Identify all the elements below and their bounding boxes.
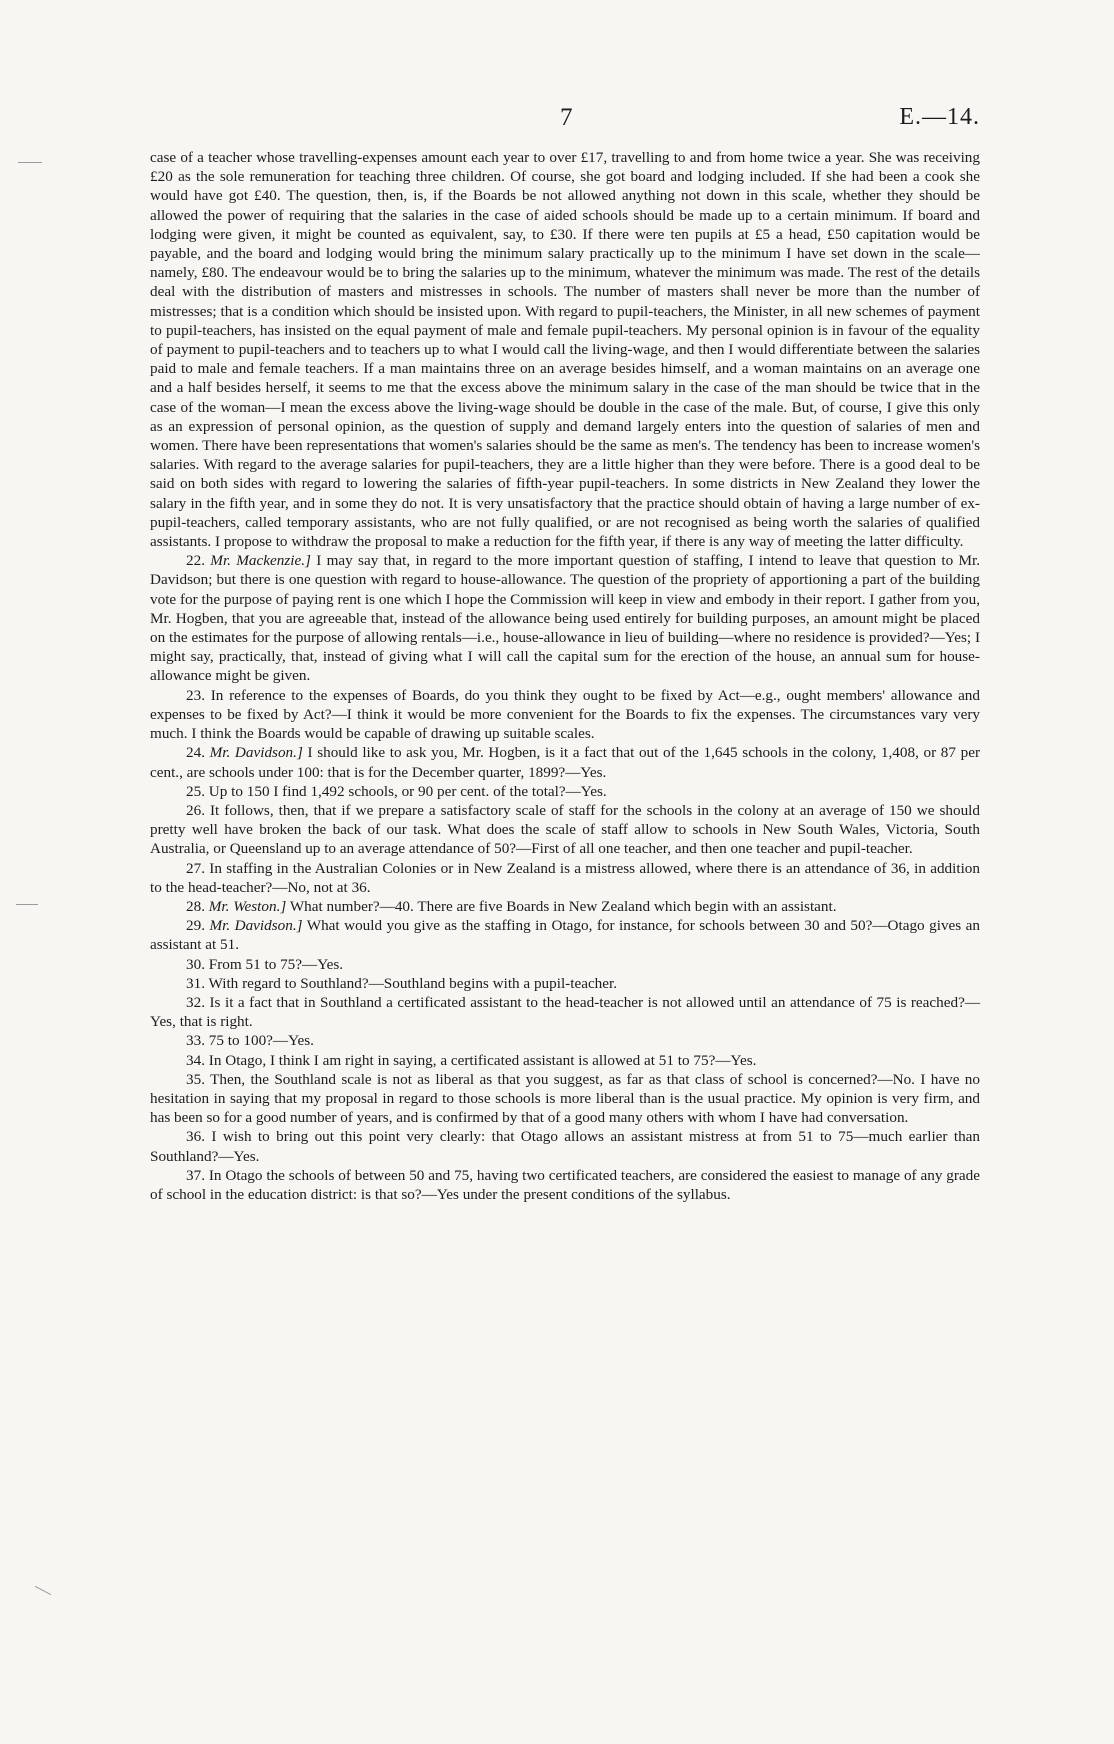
margin-mark <box>18 162 42 163</box>
entry-number: 35. <box>186 1070 205 1088</box>
qa-entry-30 <box>150 955 980 974</box>
entry-text: With regard to Southland?—Southland begins with a pupil-teacher. <box>208 974 618 992</box>
entry-number: 31. <box>186 974 205 992</box>
entry-text: What number?—40. There are five Boards in New Zealand which begin with an assistant. <box>289 897 837 915</box>
qa-entry-31 <box>150 974 980 993</box>
qa-entry-33 <box>150 1031 980 1050</box>
opening-paragraph: case of a teacher whose travelling-expenses amount each year to over £17, travelling to and from home twice a year. She was receiving £20 as the sole remuneration for teaching three children. Of course, she got board and lodging included. If she had been a cook she would have got £40. The question, then, is, if the Boards be not allowed anything not down in this scale, whether they should be allowed the power of requiring that the salaries in the case of aided schools should be made up to a certain minimum. If board and lodging were given, it might be counted as equivalent, say, to £30. If there were ten pupils at £5 a head, £50 capitation would be payable, and the board and lodging would bring the minimum salary practically up to the minimum I have set down in the scale—namely, £80. The endeavour would be to bring the salaries up to the minimum, whatever the minimum was made. The rest of the details deal with the distribution of masters and mistresses in schools. The number of masters shall never be more than the number of mistresses; that is a condition which should be insisted upon. With regard to pupil-teachers, the Minister, in all new schemes of payment to pupil-teachers, has insisted on the equal payment of male and female pupil-teachers. My personal opinion is in favour of the equality of payment to pupil-teachers and to teachers up to what I would call the living-wage, and then I would differentiate between the salaries paid to male and female teachers. If a man maintains three on an average besides himself, and a woman maintains on an average one and a half besides herself, it seems to me that the excess above the minimum salary in the case of the man should be twice that in the case of the woman—I mean the excess above the living-wage should be double in the case of the male. But, of course, I give this only as an expression of personal opinion, as the question of supply and demand largely enters into the question of salaries of men and women. There have been representations that women's salaries should be the same as men's. The tendency has been to increase women's salaries. With regard to the average salaries for pupil-teachers, they are a little higher than they were before. There is a good deal to be said on both sides with regard to lowering the salaries of fifth-year pupil-teachers. In some districts in New Zealand they lower the salary in the fifth year, and in some they do not. It is very unsatisfactory that the practice should obtain of having a large number of ex-pupil-teachers, called temporary assistants, who are not fully qualified, or are not recognised as being worth the salaries of qualified assistants. I propose to withdraw the proposal to make a reduction for the fifth year, if there is any way of meeting the latter difficulty. <box>150 149 980 551</box>
series-code: E.—14. <box>899 104 980 130</box>
entry-number: 24. <box>186 744 205 762</box>
margin-mark <box>16 904 38 905</box>
entry-number: 32. <box>186 993 205 1011</box>
qa-entry-36 <box>150 1127 980 1165</box>
entry-text: Up to 150 I find 1,492 schools, or 90 per cent. of the total?—Yes. <box>208 782 607 800</box>
entry-number: 22. <box>186 552 205 570</box>
entry-speaker: Mr. Davidson.] <box>209 917 303 935</box>
entry-text: 75 to 100?—Yes. <box>208 1032 314 1050</box>
qa-entry-26 <box>150 801 980 859</box>
entry-number: 23. <box>186 686 205 704</box>
entry-speaker: Mr. Davidson.] <box>209 744 303 762</box>
qa-entry-35 <box>150 1070 980 1128</box>
qa-entry-32 <box>150 993 980 1031</box>
entry-number: 36. <box>186 1128 205 1146</box>
entry-speaker: Mr. Mackenzie.] <box>210 552 311 570</box>
entry-text: What would you give as the staffing in Otago, for instance, for schools between 30 and 50?—Otago gives an assistant at 51. <box>150 917 980 954</box>
qa-entry-34 <box>150 1051 980 1070</box>
entry-text: I wish to bring out this point very clearly: that Otago allows an assistant mistress at from 51 to 75—much earlier than Southland?—Yes. <box>150 1128 980 1165</box>
body-text <box>150 148 980 1204</box>
qa-entry-23 <box>150 686 980 744</box>
entry-text: Is it a fact that in Southland a certificated assistant to the head-teacher is not allowed until an attendance of 75 is reached?—Yes, that is right. <box>150 993 981 1031</box>
entry-number: 28. <box>186 897 205 915</box>
entry-text: I should like to ask you, Mr. Hogben, is it a fact that out of the 1,645 schools in the colony, 1,408, or 87 per cent., are schools under 100: that is for the December quarter, 1899?—Yes. <box>150 744 980 781</box>
entry-number: 27. <box>186 859 205 877</box>
entry-number: 29. <box>186 917 205 935</box>
qa-entry-29 <box>150 916 980 954</box>
page-number: 7 <box>560 104 573 131</box>
entry-text: Then, the Southland scale is not as liberal as that you suggest, as far as that class of school is concerned?—No. I have no hesitation in saying that my proposal in regard to those schools is more liberal than is the usual practice. My opinion is very firm, and has been so for a good number of years, and is confirmed by that of a good many others with whom I have had conversation. <box>150 1070 980 1127</box>
entry-number: 30. <box>186 955 205 973</box>
entry-text: In Otago, I think I am right in saying, a certificated assistant is allowed at 51 to 75?—Yes. <box>208 1051 757 1069</box>
page-header <box>150 104 980 134</box>
entry-number: 26. <box>186 801 205 819</box>
entry-text: I may say that, in regard to the more important question of staffing, I intend to leave that question to Mr. Davidson; but there is one question with regard to house-allowance. The question of the propriety of apportioning a part of the building vote for the purpose of paying rent is one which I hope the Commission will keep in view and embody in their report. I gather from you, Mr. Hogben, that you are agreeable that, instead of the allowance being used entirely for building purposes, an amount might be placed on the estimates for the purpose of allowing rentals—i.e., house-allowance in lieu of building—where no residence is provided?—Yes; I might say, practically, that, instead of giving what I will call the capital sum for the erection of the house, an annual sum for house-allowance might be given. <box>150 552 981 685</box>
qa-entry-37 <box>150 1166 980 1204</box>
entry-text: From 51 to 75?—Yes. <box>208 955 344 973</box>
qa-entry-25 <box>150 782 980 801</box>
entry-number: 34. <box>186 1051 205 1069</box>
entry-speaker: Mr. Weston.] <box>208 897 287 915</box>
entry-text: In reference to the expenses of Boards, do you think they ought to be fixed by Act—e.g., ought members' allowance and expenses to be fixed by Act?—I think it would be more convenient for the Boards to fix the expenses. The circumstances vary very much. I think the Boards would be capable of drawing up suitable scales. <box>150 686 980 743</box>
entry-text: In Otago the schools of between 50 and 75, having two certificated teachers, are considered the easiest to manage of any grade of school in the education district: is that so?—Yes under the present conditions of the syllabus. <box>150 1166 981 1203</box>
qa-entry-24 <box>150 743 980 781</box>
entry-text: In staffing in the Australian Colonies or in New Zealand is a mistress allowed, where there is an attendance of 36, in addition to the head-teacher?—No, not at 36. <box>150 859 980 896</box>
margin-mark <box>35 1586 51 1595</box>
qa-entry-27 <box>150 859 980 897</box>
qa-entry-28 <box>150 897 980 916</box>
entry-text: It follows, then, that if we prepare a satisfactory scale of staff for the schools in the colony at an average of 150 we should pretty well have broken the back of our task. What does the scale of staff allow to schools in New South Wales, Victoria, South Australia, or Queensland up to an average attendance of 50?—First of all one teacher, and then one teacher and pupil-teacher. <box>150 801 980 858</box>
qa-entry-22 <box>150 551 980 685</box>
entry-number: 33. <box>186 1032 205 1050</box>
entry-number: 37. <box>186 1166 205 1184</box>
entry-number: 25. <box>186 782 205 800</box>
